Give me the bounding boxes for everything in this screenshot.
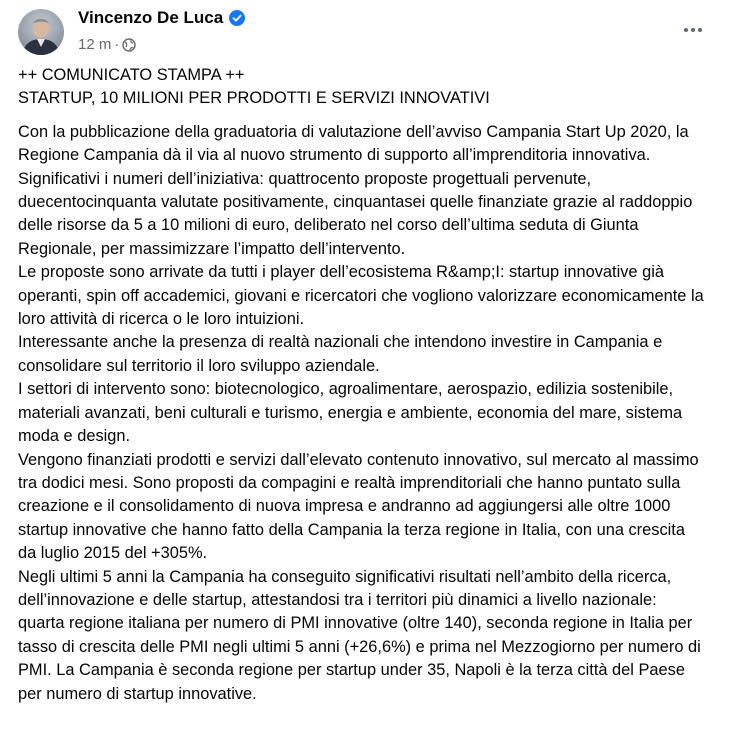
post-paragraph: Interessante anche la presenza di realtà nazionali che intendono investire in Campania e consolidare sul territorio il loro sviluppo aziendale. xyxy=(18,333,663,375)
post-body xyxy=(18,64,707,706)
post-paragraph: Negli ultimi 5 anni la Campania ha conseguito significativi risultati nell’ambito della ricerca, dell’innovazione e delle startup, attestandosi tra i territori più dinamici a livello nazionale: quarta regione italiana per numero di PMI innovative (oltre 140), seconda regione in Italia per tasso di crescita delle PMI negli ultimi 5 anni (+26,6%) e prima nel Mezzogiorno per numero di PMI. La Campania è seconda regione per startup under 35, Napoli è la terza città del Paese per numero di startup innovative. xyxy=(18,567,701,703)
author-name[interactable] xyxy=(78,8,245,28)
more-dot xyxy=(698,28,702,32)
more-dot xyxy=(691,28,695,32)
post-meta xyxy=(78,36,136,53)
post-paragraph: Vengono finanziati prodotti e servizi dall’elevato contenuto innovativo, sul mercato al massimo tra dodici mesi. Sono proposti da compagini e realtà imprenditoriali che hanno puntato sulla creazione e il consolidamento di nuova impresa e andranno ad aggiungersi alle oltre 1000 startup innovative che hanno fatto della Campania la terza regione in Italia, con una crescita da luglio 2015 del +305%. xyxy=(18,450,699,563)
verified-badge-icon xyxy=(229,10,245,26)
post-paragraph: Le proposte sono arrivate da tutti i player dell’ecosistema R&amp;I: startup innovative già operanti, spin off accademici, giovani e ricercatori che vogliono valorizzare economicamente la loro attività di ricerca o le loro intuizioni. xyxy=(18,263,704,329)
post-paragraph: I settori di intervento sono: biotecnologico, agroalimentare, aerospazio, edilizia sostenibile, materiali avanzati, beni culturali e turismo, energia e ambiente, economia del mare, sistema moda e design. xyxy=(18,380,683,446)
post-timestamp[interactable]: 12 m xyxy=(78,36,112,53)
more-options-icon[interactable] xyxy=(679,16,707,44)
meta-separator: · xyxy=(114,36,120,53)
post-headline: ++ COMUNICATO STAMPA ++ STARTUP, 10 MILIONI PER PRODOTTI E SERVIZI INNOVATIVI xyxy=(18,66,490,108)
post-paragraph: Con la pubblicazione della graduatoria di valutazione dell’avviso Campania Start Up 2020, la Regione Campania dà il via al nuovo strumento di supporto all’imprenditoria innovativa. Significativi i numeri dell’iniziativa: quattrocento proposte progettuali pervenute, duecentocinquanta valutate positivamente, cinquantasei quelle finanziate grazie al raddoppio delle risorse da 5 a 10 milioni di euro, deliberato nel corso dell’ultima seduta di Giunta Regionale, per massimizzare l’impatto dell’intervento. xyxy=(18,122,693,258)
post-header xyxy=(16,6,713,58)
author-name-text[interactable]: Vincenzo De Luca xyxy=(78,8,224,27)
avatar[interactable] xyxy=(18,9,64,55)
globe-icon[interactable] xyxy=(122,38,136,52)
more-dot xyxy=(684,28,688,32)
